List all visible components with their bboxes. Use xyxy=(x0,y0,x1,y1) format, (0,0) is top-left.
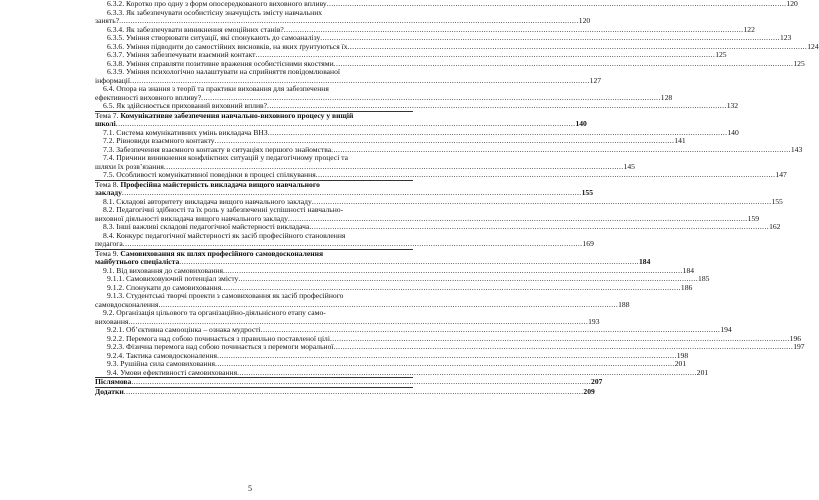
toc-entry[interactable] xyxy=(95,377,603,387)
toc-page-number: 162 xyxy=(769,222,781,231)
toc-entry-text: 6.3.4. Як забезпечувати виникнення емоційних станів? xyxy=(107,24,284,34)
toc-entry-text: 9.1.2. Спонукати до самовиховання xyxy=(107,282,222,292)
toc-entry-text: 8.2. Педагогічні здібності та їх роль у забезпеченні успішності навчально- xyxy=(103,205,344,214)
topic-number: Тема 7. xyxy=(95,110,119,120)
toc-entry-text-cont: шляхи їх розв’язання xyxy=(95,161,164,171)
toc-entry-text: 8.4. Конкурс педагогічної майстерності як засіб професійного становлення xyxy=(103,230,346,240)
toc-page-number: 140 xyxy=(727,127,739,137)
toc-entry-text: 6.3.9. Уміння психологічно налаштувати на сприйняття повідомлюваної xyxy=(107,67,341,76)
toc-entry[interactable] xyxy=(95,367,709,378)
toc-entry-text: 8.3. Інші важливі складові педагогічної майстерності викладача xyxy=(103,222,310,231)
toc-entry-text: 6.4. Опора на знання з теорії та практики виховання для забезпечення xyxy=(103,84,329,93)
dot-leader xyxy=(316,171,776,180)
toc-entry-text: 7.1. Система комунікативних умінь викладача ВНЗ xyxy=(103,127,268,137)
toc-page-number: 201 xyxy=(674,359,687,368)
toc-page-number: 196 xyxy=(789,333,802,343)
toc-entry-text: 9.1.3. Студентські творчі проекти з самовиховання як засіб професійного xyxy=(107,291,344,300)
toc-entry[interactable] xyxy=(95,291,630,309)
toc-entry[interactable] xyxy=(95,248,651,267)
toc-entry[interactable] xyxy=(95,386,595,397)
toc-page-number: 122 xyxy=(743,24,755,34)
toc-page-number: 169 xyxy=(582,239,594,248)
dot-leader xyxy=(331,146,791,155)
topic-title: Комунікативне забезпечення навчально-виховного процесу у вищій xyxy=(120,110,354,120)
toc-page-number: 185 xyxy=(698,274,710,283)
toc-page-number: 147 xyxy=(775,170,787,179)
toc-entry-text: 7.5. Особливості комунікативної поведінки в процесі спілкування xyxy=(103,170,316,179)
toc-page-number: 188 xyxy=(618,299,630,309)
toc-page-number: 145 xyxy=(623,161,635,171)
toc-page-number: 140 xyxy=(575,119,587,128)
page-number: 5 xyxy=(248,484,252,493)
dot-leader xyxy=(327,0,787,9)
toc-entry-text-cont: ефективності виховного впливу? xyxy=(95,92,202,102)
toc-entry-text: 9.3. Рушійна сила самовиховання xyxy=(107,359,216,368)
toc-entry-text-cont: педагога xyxy=(95,239,123,248)
toc-line xyxy=(95,367,709,378)
toc-line xyxy=(95,239,594,249)
toc-entry-text: 7.4. Причини виникнення конфліктних ситуацій у педагогічному процесі та xyxy=(103,153,349,162)
topic-number: Тема 8. xyxy=(95,179,119,189)
toc-line xyxy=(95,170,787,180)
toc-entry-text: 9.1. Від виховання до самовиховання xyxy=(103,265,223,275)
toc-entry[interactable] xyxy=(95,153,635,171)
toc-entry-text: 9.2.4. Тактика самовдосконалення xyxy=(107,350,218,360)
toc-entry-text: 8.1. Складові авторитету викладача вищого навчального закладу xyxy=(103,196,312,206)
dot-leader xyxy=(267,102,727,111)
toc-page-number: 197 xyxy=(793,342,805,351)
toc-page-number: 128 xyxy=(660,92,673,102)
toc-entry-text-cont: виховання xyxy=(95,316,129,326)
toc-section-title: Післямова xyxy=(95,377,132,386)
toc-entry-text: 9.4. Умови ефективності самовиховання xyxy=(107,367,238,377)
toc-page-number: 184 xyxy=(638,257,651,266)
toc-entry-text: 7.3. Забезпечення взаємного контакту в ситуаціях першого знайомства xyxy=(103,144,332,154)
toc-entry-text: 9.2.3. Фізична перемога над собою починається з перемоги моральної xyxy=(107,342,334,351)
toc-entry[interactable] xyxy=(95,101,739,111)
toc-section-title: Додатки xyxy=(95,386,124,396)
topic-title-cont: школі xyxy=(95,119,116,128)
dot-leader xyxy=(334,60,794,69)
toc-line xyxy=(95,101,739,111)
toc-page-number: 201 xyxy=(696,367,709,377)
toc-page-number: 159 xyxy=(747,213,759,223)
toc-entry-text: 7.2. Рівновиди взаємного контакту xyxy=(103,136,215,145)
dot-leader xyxy=(131,378,591,387)
toc-page-number: 127 xyxy=(589,75,602,85)
toc-entry-text: 6.3.6. Уміння підводити до самостійних висновків, на яких ґрунтуються їх xyxy=(107,41,348,51)
toc-entry-text: 6.3.5. Уміння створювати ситуації, які спонукають до самоаналізу xyxy=(107,33,321,42)
dot-leader xyxy=(237,369,697,378)
toc-entry-text: 6.3.3. Як забезпечувати особистісну значущість змісту навчальних xyxy=(107,7,323,17)
toc-page-number: 125 xyxy=(715,50,727,59)
toc-page-number: 143 xyxy=(790,144,803,154)
toc-entry-text: 9.1.1. Самовиховуючий потенціал змісту xyxy=(107,274,239,283)
toc-page-number: 184 xyxy=(682,265,695,275)
toc-entry[interactable] xyxy=(95,84,673,102)
toc-entry[interactable] xyxy=(95,230,594,249)
dot-leader xyxy=(309,223,769,232)
toc-page-number: 198 xyxy=(676,350,689,360)
toc-entry[interactable] xyxy=(95,179,593,198)
toc-entry[interactable] xyxy=(95,205,759,223)
toc-entry[interactable] xyxy=(95,7,591,26)
toc-entry-text-cont: виховної діяльності викладача вищого навчального закладу xyxy=(95,213,288,223)
dot-leader xyxy=(124,388,584,397)
toc-page-number: 194 xyxy=(720,325,732,334)
topic-number: Тема 9. xyxy=(95,248,119,258)
toc-line xyxy=(95,386,595,397)
toc-entry-text: 6.3.2. Коротко про одну з форм опосередкованого виховного впливу xyxy=(107,0,327,8)
toc-entry[interactable] xyxy=(95,67,602,85)
toc-page-number: 155 xyxy=(581,188,593,197)
toc-entry-text: 6.5. Як здійснюється прихований виховний вплив? xyxy=(103,101,268,110)
topic-title-cont: закладу xyxy=(95,188,122,197)
topic-title-cont: майбутнього спеціаліста xyxy=(95,257,180,266)
toc-page-number: 120 xyxy=(786,0,798,8)
toc-entry-text: 6.3.8. Уміння справляти позитивне враження особистісними якостями xyxy=(107,58,334,68)
toc-entry-text: 9.2. Організація цільового та організаційно-діяльнісного етапу само- xyxy=(103,308,326,317)
toc-entry-text: 9.2.1. Об’єктивна самооцінка – ознака мудрості xyxy=(107,325,261,334)
toc-page-number: 120 xyxy=(578,16,591,25)
toc-page-number: 123 xyxy=(779,33,792,42)
toc-entry[interactable] xyxy=(95,110,587,129)
table-of-contents xyxy=(95,0,819,396)
toc-page-number: 124 xyxy=(807,41,819,51)
toc-entry-text: 6.3.7. Уміння забезпечувати взаємний контакт xyxy=(107,50,256,59)
toc-page-number: 125 xyxy=(793,58,805,68)
toc-page-number: 207 xyxy=(591,377,603,386)
toc-entry-text: 9.2.2. Перемога над собою починається з правильно поставленої цілі xyxy=(107,333,330,343)
toc-page-number: 209 xyxy=(583,386,595,396)
toc-entry-text-cont: самовдосконалення xyxy=(95,299,159,309)
toc-entry[interactable] xyxy=(95,170,787,180)
dot-leader xyxy=(312,198,772,207)
toc-page-number: 155 xyxy=(771,196,783,206)
toc-entry[interactable] xyxy=(95,308,600,326)
toc-line xyxy=(95,377,603,387)
dot-leader xyxy=(123,240,583,249)
toc-page-number: 186 xyxy=(680,282,693,292)
toc-page-number: 193 xyxy=(588,316,600,326)
topic-title: Самовиховання як шлях професійного самовдосконалення xyxy=(120,248,324,258)
toc-page-number: 132 xyxy=(726,101,739,110)
topic-title: Професійна майстерність викладача вищого навчального xyxy=(120,179,320,189)
toc-entry-text-cont: інформації xyxy=(95,75,130,85)
toc-page-number: 141 xyxy=(674,136,686,145)
toc-entry-text-cont: занять? xyxy=(95,16,120,25)
